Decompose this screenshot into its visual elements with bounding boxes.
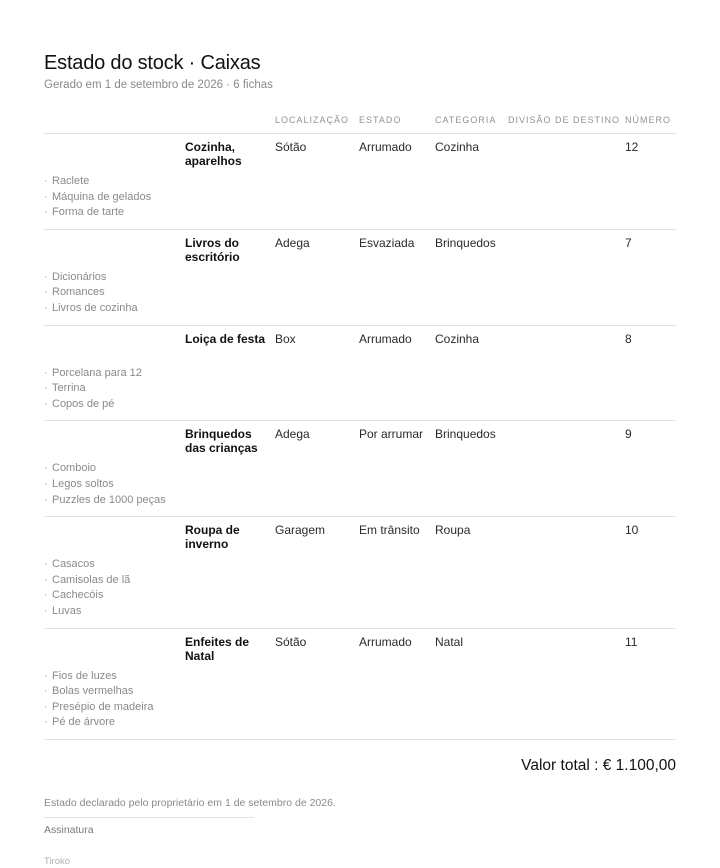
header-items [44,106,185,134]
page-title: Estado do stock · Caixas [44,52,261,74]
cell-categoria [435,517,508,628]
list-item: · Bolas vermelhas [44,684,185,700]
cell-categoria [435,628,508,739]
cell-divisao [508,421,625,517]
header-numero: NÚMERO [625,106,676,134]
row-name-cell [185,325,275,421]
cell-estado [359,628,435,739]
item-list [44,669,185,739]
cell-divisao [508,134,625,230]
cell-numero [625,325,676,421]
list-item: · Legos soltos [44,477,185,493]
categoria-value: Cozinha [435,140,480,154]
cell-categoria [435,134,508,230]
cell-categoria [435,325,508,421]
estado-value: Em trânsito [359,523,420,538]
numero-value: 7 [625,235,632,250]
table-row [44,517,676,628]
cell-estado [359,325,435,421]
categoria-value: Roupa [435,523,471,538]
list-item: · Porcelana para 12 [44,366,185,382]
cell-localizacao [275,517,359,628]
row-name-cell [185,628,275,739]
estado-value: Arrumado [359,634,412,649]
numero-value: 10 [625,523,639,538]
item-list [44,270,185,325]
table-row [44,421,676,517]
signature-line [44,817,254,818]
numero-value: 9 [625,427,632,442]
categoria-value: Brinquedos [435,235,496,250]
header-divisao: DIVISÃO DE DESTINO [508,106,625,134]
cell-numero [625,517,676,628]
list-item: · Puzzles de 1000 peças [44,493,185,509]
row-items-cell [44,229,185,325]
row-name-cell [185,421,275,517]
cell-divisao [508,628,625,739]
row-items-cell [44,628,185,739]
table-row [44,628,676,739]
item-list [44,366,185,421]
table-body [44,134,676,740]
categoria-value: Natal [435,634,464,649]
page-subtitle: Gerado em 1 de setembro de 2026 · 6 fichas [44,79,273,91]
box-name: Cozinha, aparelhos [185,140,242,168]
list-item: · Comboio [44,461,185,477]
localizacao-value: Sótão [275,634,307,649]
table-header-row [44,106,676,134]
list-item: · Casacos [44,557,185,573]
numero-value: 12 [625,140,639,154]
localizacao-value: Box [275,331,296,346]
estado-value: Esvaziada [359,235,415,250]
localizacao-value: Sótão [275,140,307,154]
localizacao-value: Garagem [275,523,326,538]
list-item: · Copos de pé [44,397,185,413]
row-name-cell [185,229,275,325]
cell-estado [359,229,435,325]
declaration-text: Estado declarado pelo proprietário em 1 de setembro de 2026. [44,796,336,809]
box-name: Brinquedos das crianças [185,427,258,456]
cell-divisao [508,517,625,628]
numero-value: 8 [625,331,632,346]
row-items-cell [44,325,185,421]
box-name: Roupa de inverno [185,523,240,552]
estado-value: Arrumado [359,331,412,346]
cell-divisao [508,325,625,421]
brand-logo: Tiroko [44,855,71,867]
list-item: · Camisolas de lã [44,573,185,589]
item-list [44,174,185,229]
cell-localizacao [275,325,359,421]
list-item: · Luvas [44,604,185,620]
list-item: · Raclete [44,174,185,190]
estado-value: Arrumado [359,140,412,154]
table-row [44,134,676,230]
cell-numero [625,628,676,739]
cell-estado [359,421,435,517]
cell-localizacao [275,134,359,230]
item-list [44,461,185,516]
header-name [185,106,275,134]
box-name: Livros do escritório [185,235,240,264]
list-item: · Romances [44,285,185,301]
row-name-cell [185,517,275,628]
row-items-cell [44,517,185,628]
list-item: · Dicionários [44,270,185,286]
cell-numero [625,229,676,325]
cell-categoria [435,229,508,325]
cell-estado [359,517,435,628]
cell-numero [625,421,676,517]
box-name: Enfeites de Natal [185,634,250,663]
list-item: · Forma de tarte [44,205,185,221]
stock-table [44,106,676,740]
header-categoria: CATEGORIA [435,106,508,134]
cell-numero [625,134,676,230]
cell-divisao [508,229,625,325]
cell-localizacao [275,421,359,517]
list-item: · Pé de árvore [44,715,185,731]
header-localizacao: LOCALIZAÇÃO [275,106,359,134]
signature-label: Assinatura [44,823,94,836]
table-row [44,229,676,325]
localizacao-value: Adega [275,235,310,250]
header-estado: ESTADO [359,106,435,134]
categoria-value: Cozinha [435,331,480,346]
list-item: · Livros de cozinha [44,301,185,317]
estado-value: Por arrumar [359,427,424,442]
item-list [44,557,185,627]
cell-localizacao [275,628,359,739]
numero-value: 11 [625,634,638,649]
cell-estado [359,134,435,230]
row-items-cell [44,134,185,230]
row-name-cell [185,134,275,230]
list-item: · Máquina de gelados [44,190,185,206]
stock-report [44,50,676,868]
localizacao-value: Adega [275,427,310,442]
box-name: Loiça de festa [185,331,266,346]
table-row [44,325,676,421]
list-item: · Terrina [44,381,185,397]
cell-categoria [435,421,508,517]
cell-localizacao [275,229,359,325]
total-value: Valor total : € 1.100,00 [521,756,676,774]
row-items-cell [44,421,185,517]
categoria-value: Brinquedos [435,427,496,442]
list-item: · Presépio de madeira [44,700,185,716]
list-item: · Fios de luzes [44,669,185,685]
list-item: · Cachecóis [44,588,185,604]
